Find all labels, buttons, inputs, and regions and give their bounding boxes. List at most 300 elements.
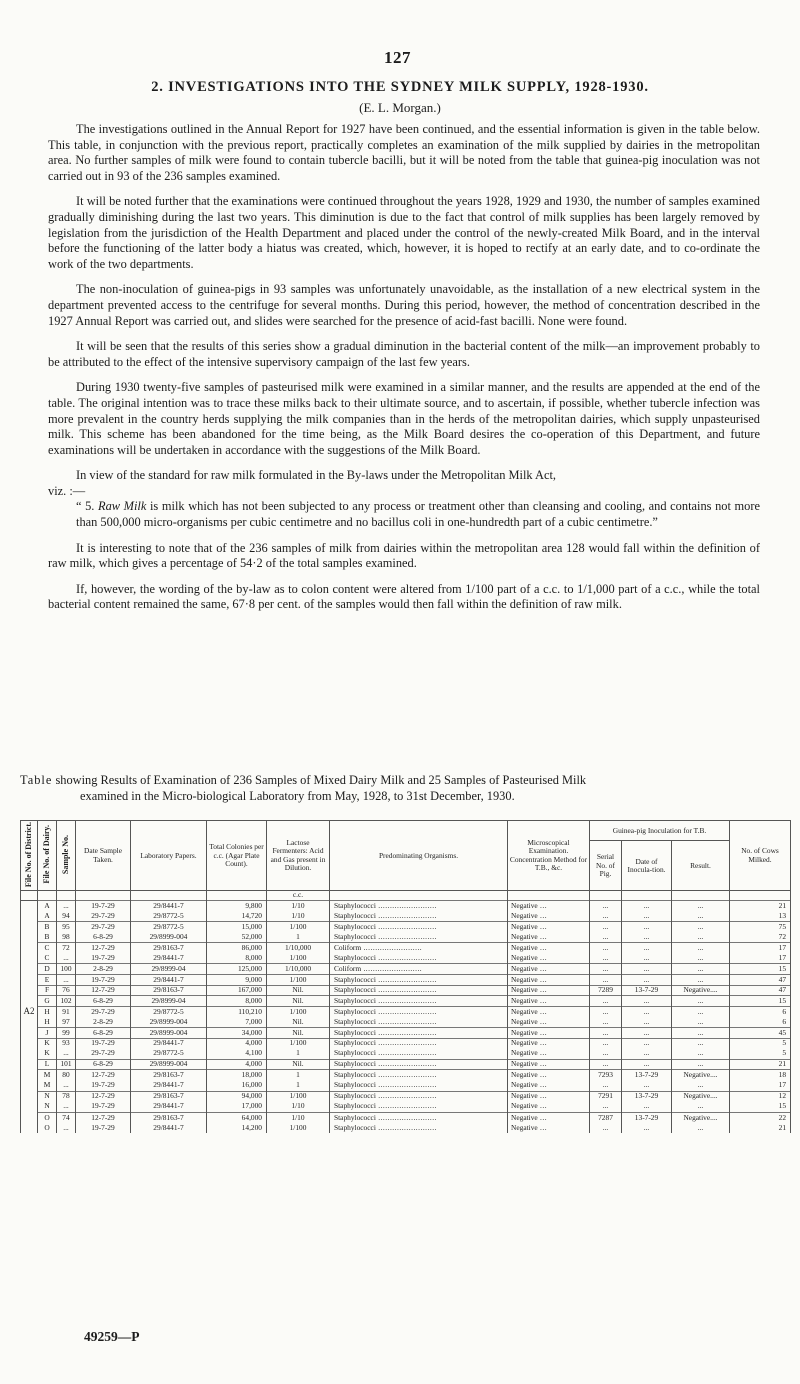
- cell-dairy: N: [38, 1102, 57, 1113]
- cell-colonies: 4,000: [207, 1059, 267, 1070]
- cell-inoc: ...: [622, 996, 672, 1007]
- organism-text: Staphylococci: [334, 900, 376, 910]
- district-cell: [21, 1102, 38, 1113]
- cell-cows: 15: [730, 1102, 791, 1113]
- caption-text-2: examined in the Micro-biological Laboratory from May, 1928, to 31st December, 1930.: [80, 788, 515, 803]
- micro-text: Negative: [511, 1112, 538, 1122]
- leader-dots: ...: [537, 900, 548, 910]
- cell-micro: [508, 1091, 590, 1102]
- micro-text: Negative: [511, 1080, 538, 1090]
- organism-text: Staphylococci: [334, 974, 376, 984]
- cell-result: ...: [672, 1059, 730, 1070]
- cell-dairy: C: [38, 953, 57, 964]
- cell-result: ...: [672, 1017, 730, 1028]
- cell-dairy: G: [38, 996, 57, 1007]
- footer-code: 49259—P: [84, 1329, 140, 1344]
- cell-lactose: Nil.: [267, 1059, 330, 1070]
- cell-papers: 29/8441-7: [131, 975, 207, 986]
- cell-colonies: 94,000: [207, 1091, 267, 1102]
- cell-lactose: 1/100: [267, 922, 330, 933]
- table-row: [21, 985, 791, 996]
- cell-lactose: 1/10: [267, 900, 330, 911]
- cell-dairy: A: [38, 900, 57, 911]
- cell-result: ...: [672, 932, 730, 943]
- cell-inoc: ...: [622, 953, 672, 964]
- paragraph: During 1930 twenty-five samples of pasteurised milk were examined in a similar manner, and the results are appended at the end of the table. The original intention was to trace these milks back to their ultimate source, and to ascertain, if possible, whether tubercle infection was more prevalent in the country herds supplying the milk companies than in the herds of the metropolitan dairies, which supply unpasteurised milk. This scheme has been abandoned for the time being, as the Milk Board desires the co-operation of this Department, and future examinations will be undertaken in accordance with the suggestions of the Milk Board.: [48, 380, 760, 457]
- leader-dots: ...: [537, 1101, 548, 1111]
- district-cell: [21, 1070, 38, 1081]
- header-file-dairy: File No. of Dairy.: [38, 821, 57, 891]
- units-cell: [672, 891, 730, 901]
- district-cell: [21, 1038, 38, 1049]
- leader-dots: .........................: [375, 974, 437, 984]
- leader-dots: .........................: [375, 1048, 437, 1058]
- cell-micro: [508, 1038, 590, 1049]
- cell-date: 2-8-29: [76, 964, 131, 975]
- header-guinea-pig: Guinea-pig Inoculation for T.B.: [590, 821, 730, 841]
- cell-result: ...: [672, 1049, 730, 1060]
- leader-dots: .........................: [375, 995, 437, 1005]
- cell-dairy: O: [38, 1112, 57, 1123]
- micro-text: Negative: [511, 1038, 538, 1048]
- cell-result: Negative....: [672, 985, 730, 996]
- cell-organism: [330, 953, 508, 964]
- cell-dairy: B: [38, 932, 57, 943]
- cell-micro: [508, 1070, 590, 1081]
- units-cell: [57, 891, 76, 901]
- cell-dairy: F: [38, 985, 57, 996]
- cell-cows: 17: [730, 943, 791, 954]
- cell-sample: ...: [57, 953, 76, 964]
- cell-date: 19-7-29: [76, 1123, 131, 1134]
- cell-result: Negative....: [672, 1070, 730, 1081]
- table-row: [21, 943, 791, 954]
- cell-cows: 5: [730, 1038, 791, 1049]
- cell-lactose: 1: [267, 1080, 330, 1091]
- organism-text: Staphylococci: [334, 1006, 376, 1016]
- cell-serial: ...: [590, 1123, 622, 1134]
- leader-dots: ...: [537, 995, 548, 1005]
- cell-colonies: 17,000: [207, 1102, 267, 1113]
- cell-micro: [508, 1006, 590, 1017]
- cell-cows: 21: [730, 1123, 791, 1134]
- table-row: [21, 900, 791, 911]
- cell-organism: [330, 1017, 508, 1028]
- leader-dots: .........................: [375, 900, 437, 910]
- cell-organism: [330, 1102, 508, 1113]
- cell-colonies: 86,000: [207, 943, 267, 954]
- micro-text: Negative: [511, 985, 538, 995]
- header-lab-papers: Laboratory Papers.: [131, 821, 207, 891]
- cell-result: ...: [672, 922, 730, 933]
- cell-result: Negative....: [672, 1091, 730, 1102]
- cell-date: 2-8-29: [76, 1017, 131, 1028]
- table-row: [21, 996, 791, 1007]
- paragraph: If, however, the wording of the by-law as to colon content were altered from 1/100 part of a c.c. to 1/1,000 part of a c.c., while the total bacterial content remained the same, 67·8 per cent. of the samples would then fall within the definition of raw milk.: [48, 581, 760, 612]
- cell-date: 12-7-29: [76, 985, 131, 996]
- cell-inoc: ...: [622, 900, 672, 911]
- cell-papers: 29/8999-004: [131, 932, 207, 943]
- cell-lactose: 1/100: [267, 953, 330, 964]
- cell-colonies: 9,000: [207, 975, 267, 986]
- micro-text: Negative: [511, 932, 538, 941]
- cell-serial: ...: [590, 1102, 622, 1113]
- table-caption: [20, 773, 790, 804]
- cell-inoc: ...: [622, 922, 672, 933]
- cell-organism: [330, 1091, 508, 1102]
- leader-dots: ...: [537, 1038, 548, 1048]
- leader-dots: .........................: [375, 1038, 437, 1048]
- units-row: [21, 891, 791, 901]
- cell-micro: [508, 1123, 590, 1134]
- cell-inoc: 13-7-29: [622, 1070, 672, 1081]
- cell-result: ...: [672, 943, 730, 954]
- cell-dairy: D: [38, 964, 57, 975]
- cell-inoc: ...: [622, 1059, 672, 1070]
- organism-text: Staphylococci: [334, 985, 376, 995]
- cell-inoc: 13-7-29: [622, 1112, 672, 1123]
- cell-dairy: B: [38, 922, 57, 933]
- cell-date: 19-7-29: [76, 1038, 131, 1049]
- cell-sample: ...: [57, 975, 76, 986]
- organism-text: Staphylococci: [334, 1070, 376, 1080]
- micro-text: Negative: [511, 1091, 538, 1101]
- cell-cows: 5: [730, 1049, 791, 1060]
- table-row: [21, 1091, 791, 1102]
- micro-text: Negative: [511, 1006, 538, 1016]
- cell-colonies: 4,100: [207, 1049, 267, 1060]
- micro-text: Negative: [511, 953, 538, 963]
- cell-result: ...: [672, 1102, 730, 1113]
- header-row: [21, 821, 791, 841]
- micro-text: Negative: [511, 943, 538, 953]
- cell-papers: 29/8163-7: [131, 1112, 207, 1123]
- cell-date: 29-7-29: [76, 1006, 131, 1017]
- cell-serial: ...: [590, 922, 622, 933]
- cell-micro: [508, 932, 590, 943]
- cell-colonies: 167,000: [207, 985, 267, 996]
- cell-lactose: Nil.: [267, 985, 330, 996]
- cell-date: 29-7-29: [76, 922, 131, 933]
- micro-text: Negative: [511, 921, 538, 931]
- cell-serial: ...: [590, 932, 622, 943]
- bylaw-quote: [48, 499, 760, 530]
- cell-inoc: ...: [622, 1006, 672, 1017]
- leader-dots: .........................: [361, 943, 423, 953]
- cell-date: 19-7-29: [76, 900, 131, 911]
- organism-text: Staphylococci: [334, 932, 376, 941]
- cell-serial: ...: [590, 1080, 622, 1091]
- table-row: [21, 1006, 791, 1017]
- district-cell: A2: [21, 1006, 38, 1017]
- cell-serial: 7291: [590, 1091, 622, 1102]
- leader-dots: ...: [537, 1122, 548, 1132]
- units-cell: [131, 891, 207, 901]
- cell-result: ...: [672, 911, 730, 922]
- cell-colonies: 15,000: [207, 922, 267, 933]
- cell-inoc: ...: [622, 911, 672, 922]
- paragraph: It is interesting to note that of the 236 samples of milk from dairies within the metropolitan area 128 would fall within the definition of raw milk, which gives a percentage of 54·2 of the total samples examined.: [48, 540, 760, 571]
- cell-sample: ...: [57, 1123, 76, 1134]
- cell-dairy: A: [38, 911, 57, 922]
- district-cell: [21, 1091, 38, 1102]
- cell-result: ...: [672, 996, 730, 1007]
- header-organisms: Predominating Organisms.: [330, 821, 508, 891]
- cell-micro: [508, 911, 590, 922]
- quote-term: Raw Milk: [98, 499, 147, 514]
- cell-colonies: 52,000: [207, 932, 267, 943]
- paragraph: The investigations outlined in the Annual Report for 1927 have been continued, and the essential information is given in the table below. This table, in conjunction with the previous report, practically completes an examination of the milk supplied by dairies in the metropolitan area. No further samples of milk were found to contain tubercle bacilli, but it will be noted from the table that guinea-pig inoculation was not carried out in 93 of the 236 samples examined.: [48, 122, 760, 183]
- cell-result: ...: [672, 1080, 730, 1091]
- cell-inoc: 13-7-29: [622, 985, 672, 996]
- cell-papers: 29/8772-5: [131, 1006, 207, 1017]
- cell-cows: 72: [730, 932, 791, 943]
- cell-micro: [508, 1112, 590, 1123]
- results-table: [20, 820, 791, 1133]
- cell-date: 19-7-29: [76, 953, 131, 964]
- cell-colonies: 7,000: [207, 1017, 267, 1028]
- cell-date: 12-7-29: [76, 1112, 131, 1123]
- cell-lactose: 1/10,000: [267, 943, 330, 954]
- cell-colonies: 14,720: [207, 911, 267, 922]
- cell-serial: ...: [590, 996, 622, 1007]
- district-cell: [21, 975, 38, 986]
- cell-inoc: ...: [622, 1049, 672, 1060]
- district-cell: [21, 932, 38, 943]
- caption-text-1: showing Results of Examination of 236 Samples of Mixed Dairy Milk and 25 Samples of Pasteurised Milk: [52, 773, 587, 787]
- cell-inoc: ...: [622, 1102, 672, 1113]
- cell-sample: 74: [57, 1112, 76, 1123]
- table-row: [21, 953, 791, 964]
- caption-lead: Table: [20, 773, 53, 787]
- cell-inoc: 13-7-29: [622, 1091, 672, 1102]
- cell-result: ...: [672, 964, 730, 975]
- district-cell: [21, 953, 38, 964]
- leader-dots: .........................: [375, 985, 437, 995]
- cell-organism: [330, 1028, 508, 1039]
- cell-lactose: 1/100: [267, 975, 330, 986]
- quote-rest: is milk which has not been subjected to any process or treatment other than cleansing and cooling, and contains not more than 500,000 micro-organisms per cubic centimetre and no bacillus coli in one-hundredth part of a cubic centimetre.”: [76, 499, 760, 530]
- organism-text: Staphylococci: [334, 1091, 376, 1101]
- cell-lactose: Nil.: [267, 1028, 330, 1039]
- cell-organism: [330, 900, 508, 911]
- micro-text: Negative: [511, 1016, 538, 1026]
- cell-sample: 102: [57, 996, 76, 1007]
- cell-colonies: 18,000: [207, 1070, 267, 1081]
- cell-dairy: N: [38, 1091, 57, 1102]
- units-cell: [730, 891, 791, 901]
- cell-serial: ...: [590, 1038, 622, 1049]
- organism-text: Staphylococci: [334, 1038, 376, 1048]
- cell-organism: [330, 975, 508, 986]
- cell-sample: ...: [57, 900, 76, 911]
- cell-result: ...: [672, 1006, 730, 1017]
- cell-result: Negative....: [672, 1112, 730, 1123]
- table-row: [21, 1123, 791, 1134]
- cell-dairy: M: [38, 1070, 57, 1081]
- cell-serial: ...: [590, 953, 622, 964]
- cell-cows: 6: [730, 1006, 791, 1017]
- cell-date: 6-8-29: [76, 932, 131, 943]
- cell-inoc: ...: [622, 932, 672, 943]
- cell-date: 6-8-29: [76, 1059, 131, 1070]
- district-cell: [21, 996, 38, 1007]
- table-row: [21, 1070, 791, 1081]
- cell-cows: 17: [730, 953, 791, 964]
- leader-dots: .........................: [375, 932, 437, 941]
- leader-dots: .........................: [375, 910, 437, 920]
- cell-date: 12-7-29: [76, 1091, 131, 1102]
- micro-text: Negative: [511, 995, 538, 1005]
- table-row: [21, 922, 791, 933]
- district-cell: [21, 964, 38, 975]
- units-cell: [622, 891, 672, 901]
- viz-label: viz. :—: [48, 483, 86, 498]
- cell-inoc: ...: [622, 1028, 672, 1039]
- cell-cows: 18: [730, 1070, 791, 1081]
- cell-result: ...: [672, 1123, 730, 1134]
- cell-cows: 21: [730, 1059, 791, 1070]
- cell-organism: [330, 943, 508, 954]
- cell-lactose: 1: [267, 1070, 330, 1081]
- cell-organism: [330, 1059, 508, 1070]
- cell-colonies: 4,000: [207, 1038, 267, 1049]
- leader-dots: ...: [537, 963, 548, 973]
- cell-organism: [330, 1112, 508, 1123]
- cell-date: 12-7-29: [76, 1070, 131, 1081]
- organism-text: Coliform: [334, 943, 362, 953]
- cell-micro: [508, 943, 590, 954]
- units-cell: [76, 891, 131, 901]
- cell-micro: [508, 975, 590, 986]
- micro-text: Negative: [511, 1027, 538, 1037]
- cell-sample: 91: [57, 1006, 76, 1017]
- organism-text: Staphylococci: [334, 1027, 376, 1037]
- cell-sample: 76: [57, 985, 76, 996]
- organism-text: Coliform: [334, 963, 362, 973]
- cell-lactose: Nil.: [267, 996, 330, 1007]
- cell-micro: [508, 922, 590, 933]
- cell-papers: 29/8163-7: [131, 943, 207, 954]
- cell-colonies: 8,000: [207, 953, 267, 964]
- cell-sample: 101: [57, 1059, 76, 1070]
- leader-dots: .........................: [375, 1059, 437, 1069]
- cell-organism: [330, 1123, 508, 1134]
- cell-inoc: ...: [622, 964, 672, 975]
- leader-dots: .........................: [375, 1091, 437, 1101]
- header-serial: Serial No. of Pig.: [590, 841, 622, 891]
- table-row: [21, 1049, 791, 1060]
- cell-papers: 29/8441-7: [131, 900, 207, 911]
- table-row: [21, 1017, 791, 1028]
- cell-inoc: ...: [622, 943, 672, 954]
- cell-papers: 29/8163-7: [131, 1070, 207, 1081]
- cell-date: 6-8-29: [76, 1028, 131, 1039]
- cell-sample: ...: [57, 1102, 76, 1113]
- cell-organism: [330, 1080, 508, 1091]
- cell-cows: 15: [730, 996, 791, 1007]
- header-cows: No. of Cows Milked.: [730, 821, 791, 891]
- cell-sample: 100: [57, 964, 76, 975]
- leader-dots: .........................: [375, 1112, 437, 1122]
- cell-organism: [330, 1006, 508, 1017]
- cell-dairy: K: [38, 1038, 57, 1049]
- header-sample-no: Sample No.: [57, 821, 76, 891]
- table-row: [21, 1028, 791, 1039]
- cell-micro: [508, 1049, 590, 1060]
- cell-colonies: 110,210: [207, 1006, 267, 1017]
- cell-micro: [508, 985, 590, 996]
- cell-dairy: H: [38, 1017, 57, 1028]
- units-cell: [38, 891, 57, 901]
- cell-organism: [330, 1049, 508, 1060]
- cell-papers: 29/8772-5: [131, 1049, 207, 1060]
- cell-papers: 29/8163-7: [131, 1091, 207, 1102]
- cell-organism: [330, 932, 508, 943]
- table-row: [21, 1102, 791, 1113]
- organism-text: Staphylococci: [334, 1016, 376, 1026]
- cell-inoc: ...: [622, 1123, 672, 1134]
- cell-sample: 99: [57, 1028, 76, 1039]
- cell-serial: 7287: [590, 1112, 622, 1123]
- cell-sample: ...: [57, 1080, 76, 1091]
- cell-micro: [508, 900, 590, 911]
- cell-serial: ...: [590, 1049, 622, 1060]
- leader-dots: ...: [537, 910, 548, 920]
- cell-date: 12-7-29: [76, 943, 131, 954]
- cell-papers: 29/8441-7: [131, 1038, 207, 1049]
- leader-dots: ...: [537, 1016, 548, 1026]
- cell-cows: 47: [730, 985, 791, 996]
- cell-lactose: 1/100: [267, 1006, 330, 1017]
- cell-lactose: 1: [267, 932, 330, 943]
- cell-lactose: 1/10: [267, 1102, 330, 1113]
- units-cell: c.c.: [267, 891, 330, 901]
- cell-serial: ...: [590, 964, 622, 975]
- leader-dots: ...: [537, 985, 548, 995]
- cell-result: ...: [672, 1038, 730, 1049]
- table-row: [21, 964, 791, 975]
- cell-organism: [330, 1038, 508, 1049]
- leader-dots: ...: [537, 1080, 548, 1090]
- cell-sample: 93: [57, 1038, 76, 1049]
- leader-dots: .........................: [375, 1122, 437, 1132]
- leader-dots: ...: [537, 943, 548, 953]
- units-cell: [21, 891, 38, 901]
- header-microscopical: Microscopical Examination. Concentration Method for T.B., &c.: [508, 821, 590, 891]
- organism-text: Staphylococci: [334, 1059, 376, 1069]
- cell-cows: 6: [730, 1017, 791, 1028]
- cell-lactose: 1/10: [267, 1112, 330, 1123]
- cell-dairy: O: [38, 1123, 57, 1134]
- leader-dots: ...: [537, 1006, 548, 1016]
- cell-sample: 98: [57, 932, 76, 943]
- cell-dairy: K: [38, 1049, 57, 1060]
- cell-papers: 29/8163-7: [131, 985, 207, 996]
- cell-lactose: 1/100: [267, 1091, 330, 1102]
- micro-text: Negative: [511, 910, 538, 920]
- organism-text: Staphylococci: [334, 1112, 376, 1122]
- paragraph: It will be noted further that the examinations were continued throughout the years 1928, 1929 and 1930, the number of samples examined gradually diminishing during the last two years. This diminution is due to the fact that control of milk supplies has been largely removed by legislation from the jurisdiction of the Health Department and placed under the control of the newly-created Milk Board, and in the interval before the functioning of the latter body a hiatus was created, which, however, it is hoped to rectify at an early date, and to co-ordinate the work of the two departments.: [48, 194, 760, 271]
- micro-text: Negative: [511, 1070, 538, 1080]
- table-row: [21, 1112, 791, 1123]
- micro-text: Negative: [511, 900, 538, 910]
- cell-organism: [330, 996, 508, 1007]
- table-row: [21, 1080, 791, 1091]
- cell-cows: 22: [730, 1112, 791, 1123]
- leader-dots: ...: [537, 1048, 548, 1058]
- cell-sample: 97: [57, 1017, 76, 1028]
